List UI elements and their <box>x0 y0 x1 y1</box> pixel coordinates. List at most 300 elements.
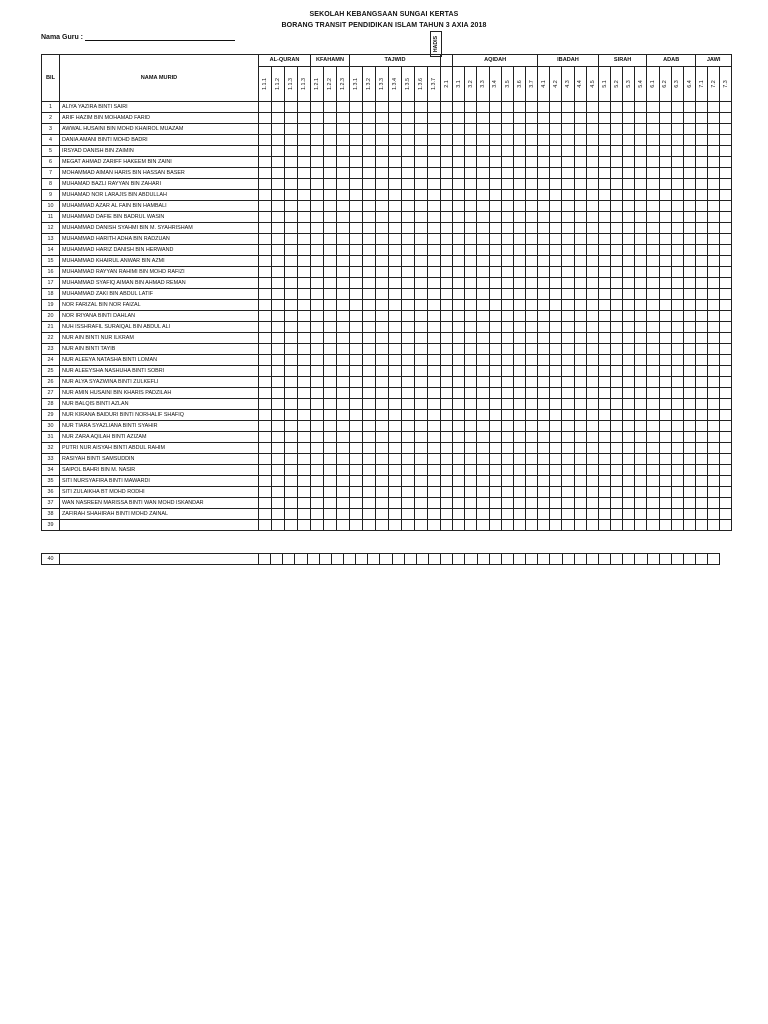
mark-cell[interactable] <box>324 102 337 113</box>
mark-cell[interactable] <box>562 465 574 476</box>
mark-cell[interactable] <box>695 388 707 399</box>
mark-cell[interactable] <box>647 454 659 465</box>
mark-cell[interactable] <box>525 146 537 157</box>
mark-cell[interactable] <box>465 113 477 124</box>
mark-cell[interactable] <box>415 267 428 278</box>
mark-cell[interactable] <box>586 179 598 190</box>
mark-cell[interactable] <box>441 256 453 267</box>
mark-cell[interactable] <box>272 179 285 190</box>
mark-cell[interactable] <box>477 113 489 124</box>
mark-cell[interactable] <box>513 256 525 267</box>
mark-cell[interactable] <box>610 366 622 377</box>
mark-cell[interactable] <box>538 454 550 465</box>
mark-cell[interactable] <box>598 300 610 311</box>
mark-cell[interactable] <box>311 267 324 278</box>
mark-cell[interactable] <box>337 168 350 179</box>
mark-cell[interactable] <box>337 245 350 256</box>
mark-cell[interactable] <box>489 520 501 531</box>
mark-cell[interactable] <box>501 201 513 212</box>
mark-cell[interactable] <box>272 124 285 135</box>
mark-cell[interactable] <box>285 256 298 267</box>
mark-cell[interactable] <box>513 377 525 388</box>
mark-cell[interactable] <box>428 157 441 168</box>
mark-cell[interactable] <box>259 234 272 245</box>
mark-cell[interactable] <box>635 554 647 565</box>
mark-cell[interactable] <box>337 410 350 421</box>
mark-cell[interactable] <box>477 487 489 498</box>
mark-cell[interactable] <box>574 487 586 498</box>
mark-cell[interactable] <box>272 377 285 388</box>
mark-cell[interactable] <box>562 234 574 245</box>
mark-cell[interactable] <box>311 311 324 322</box>
mark-cell[interactable] <box>598 102 610 113</box>
mark-cell[interactable] <box>272 465 285 476</box>
mark-cell[interactable] <box>525 322 537 333</box>
mark-cell[interactable] <box>708 333 720 344</box>
mark-cell[interactable] <box>623 465 635 476</box>
mark-cell[interactable] <box>586 432 598 443</box>
mark-cell[interactable] <box>331 554 343 565</box>
mark-cell[interactable] <box>350 509 363 520</box>
mark-cell[interactable] <box>574 366 586 377</box>
mark-cell[interactable] <box>635 311 647 322</box>
mark-cell[interactable] <box>671 344 683 355</box>
mark-cell[interactable] <box>350 421 363 432</box>
mark-cell[interactable] <box>402 432 415 443</box>
mark-cell[interactable] <box>586 234 598 245</box>
mark-cell[interactable] <box>635 289 647 300</box>
mark-cell[interactable] <box>453 399 465 410</box>
mark-cell[interactable] <box>586 190 598 201</box>
mark-cell[interactable] <box>259 344 272 355</box>
mark-cell[interactable] <box>623 102 635 113</box>
mark-cell[interactable] <box>683 465 695 476</box>
mark-cell[interactable] <box>376 212 389 223</box>
mark-cell[interactable] <box>324 432 337 443</box>
mark-cell[interactable] <box>324 520 337 531</box>
mark-cell[interactable] <box>525 300 537 311</box>
mark-cell[interactable] <box>501 102 513 113</box>
mark-cell[interactable] <box>465 377 477 388</box>
mark-cell[interactable] <box>720 333 732 344</box>
mark-cell[interactable] <box>404 554 416 565</box>
mark-cell[interactable] <box>402 377 415 388</box>
mark-cell[interactable] <box>285 102 298 113</box>
mark-cell[interactable] <box>376 520 389 531</box>
mark-cell[interactable] <box>708 157 720 168</box>
mark-cell[interactable] <box>647 135 659 146</box>
mark-cell[interactable] <box>415 498 428 509</box>
mark-cell[interactable] <box>647 179 659 190</box>
mark-cell[interactable] <box>683 223 695 234</box>
mark-cell[interactable] <box>324 300 337 311</box>
mark-cell[interactable] <box>350 476 363 487</box>
mark-cell[interactable] <box>610 267 622 278</box>
mark-cell[interactable] <box>376 146 389 157</box>
mark-cell[interactable] <box>428 476 441 487</box>
mark-cell[interactable] <box>525 157 537 168</box>
mark-cell[interactable] <box>272 355 285 366</box>
mark-cell[interactable] <box>298 443 311 454</box>
mark-cell[interactable] <box>376 377 389 388</box>
mark-cell[interactable] <box>376 333 389 344</box>
mark-cell[interactable] <box>259 201 272 212</box>
mark-cell[interactable] <box>647 311 659 322</box>
mark-cell[interactable] <box>720 157 732 168</box>
mark-cell[interactable] <box>272 399 285 410</box>
mark-cell[interactable] <box>465 256 477 267</box>
mark-cell[interactable] <box>363 399 376 410</box>
mark-cell[interactable] <box>550 124 562 135</box>
mark-cell[interactable] <box>272 476 285 487</box>
mark-cell[interactable] <box>659 179 671 190</box>
mark-cell[interactable] <box>311 234 324 245</box>
mark-cell[interactable] <box>402 267 415 278</box>
mark-cell[interactable] <box>441 432 453 443</box>
mark-cell[interactable] <box>376 201 389 212</box>
mark-cell[interactable] <box>647 223 659 234</box>
mark-cell[interactable] <box>720 465 732 476</box>
mark-cell[interactable] <box>415 168 428 179</box>
mark-cell[interactable] <box>477 465 489 476</box>
mark-cell[interactable] <box>708 432 720 443</box>
mark-cell[interactable] <box>402 344 415 355</box>
mark-cell[interactable] <box>538 168 550 179</box>
mark-cell[interactable] <box>598 454 610 465</box>
mark-cell[interactable] <box>363 289 376 300</box>
mark-cell[interactable] <box>298 476 311 487</box>
mark-cell[interactable] <box>720 179 732 190</box>
mark-cell[interactable] <box>337 454 350 465</box>
mark-cell[interactable] <box>635 355 647 366</box>
mark-cell[interactable] <box>695 454 707 465</box>
mark-cell[interactable] <box>477 344 489 355</box>
mark-cell[interactable] <box>550 443 562 454</box>
mark-cell[interactable] <box>538 256 550 267</box>
mark-cell[interactable] <box>695 377 707 388</box>
mark-cell[interactable] <box>259 554 271 565</box>
mark-cell[interactable] <box>337 190 350 201</box>
mark-cell[interactable] <box>363 190 376 201</box>
mark-cell[interactable] <box>708 201 720 212</box>
mark-cell[interactable] <box>337 179 350 190</box>
mark-cell[interactable] <box>708 267 720 278</box>
mark-cell[interactable] <box>298 256 311 267</box>
mark-cell[interactable] <box>453 201 465 212</box>
mark-cell[interactable] <box>311 157 324 168</box>
mark-cell[interactable] <box>272 498 285 509</box>
mark-cell[interactable] <box>428 278 441 289</box>
mark-cell[interactable] <box>428 410 441 421</box>
mark-cell[interactable] <box>538 487 550 498</box>
mark-cell[interactable] <box>465 223 477 234</box>
mark-cell[interactable] <box>623 322 635 333</box>
mark-cell[interactable] <box>538 377 550 388</box>
mark-cell[interactable] <box>376 135 389 146</box>
mark-cell[interactable] <box>647 344 659 355</box>
mark-cell[interactable] <box>285 234 298 245</box>
mark-cell[interactable] <box>623 113 635 124</box>
mark-cell[interactable] <box>350 223 363 234</box>
mark-cell[interactable] <box>635 487 647 498</box>
mark-cell[interactable] <box>477 421 489 432</box>
mark-cell[interactable] <box>380 554 392 565</box>
mark-cell[interactable] <box>363 333 376 344</box>
mark-cell[interactable] <box>623 498 635 509</box>
mark-cell[interactable] <box>635 146 647 157</box>
mark-cell[interactable] <box>337 366 350 377</box>
mark-cell[interactable] <box>272 344 285 355</box>
mark-cell[interactable] <box>513 487 525 498</box>
mark-cell[interactable] <box>376 168 389 179</box>
mark-cell[interactable] <box>695 465 707 476</box>
mark-cell[interactable] <box>298 267 311 278</box>
teacher-name-line[interactable] <box>85 33 235 41</box>
mark-cell[interactable] <box>671 322 683 333</box>
mark-cell[interactable] <box>598 498 610 509</box>
mark-cell[interactable] <box>402 487 415 498</box>
mark-cell[interactable] <box>465 278 477 289</box>
mark-cell[interactable] <box>525 366 537 377</box>
mark-cell[interactable] <box>635 201 647 212</box>
mark-cell[interactable] <box>586 113 598 124</box>
mark-cell[interactable] <box>337 421 350 432</box>
mark-cell[interactable] <box>538 443 550 454</box>
mark-cell[interactable] <box>695 344 707 355</box>
mark-cell[interactable] <box>525 465 537 476</box>
mark-cell[interactable] <box>501 212 513 223</box>
mark-cell[interactable] <box>489 421 501 432</box>
mark-cell[interactable] <box>720 487 732 498</box>
mark-cell[interactable] <box>720 388 732 399</box>
mark-cell[interactable] <box>683 267 695 278</box>
mark-cell[interactable] <box>311 344 324 355</box>
mark-cell[interactable] <box>272 168 285 179</box>
mark-cell[interactable] <box>695 223 707 234</box>
mark-cell[interactable] <box>415 256 428 267</box>
mark-cell[interactable] <box>647 190 659 201</box>
mark-cell[interactable] <box>350 157 363 168</box>
mark-cell[interactable] <box>695 300 707 311</box>
mark-cell[interactable] <box>623 509 635 520</box>
mark-cell[interactable] <box>415 311 428 322</box>
mark-cell[interactable] <box>259 157 272 168</box>
mark-cell[interactable] <box>311 179 324 190</box>
mark-cell[interactable] <box>708 113 720 124</box>
mark-cell[interactable] <box>695 366 707 377</box>
mark-cell[interactable] <box>489 366 501 377</box>
mark-cell[interactable] <box>683 333 695 344</box>
mark-cell[interactable] <box>501 355 513 366</box>
mark-cell[interactable] <box>574 465 586 476</box>
mark-cell[interactable] <box>453 168 465 179</box>
mark-cell[interactable] <box>598 465 610 476</box>
mark-cell[interactable] <box>525 135 537 146</box>
mark-cell[interactable] <box>610 355 622 366</box>
mark-cell[interactable] <box>337 223 350 234</box>
mark-cell[interactable] <box>343 554 355 565</box>
mark-cell[interactable] <box>550 454 562 465</box>
mark-cell[interactable] <box>402 289 415 300</box>
mark-cell[interactable] <box>611 554 623 565</box>
mark-cell[interactable] <box>453 421 465 432</box>
mark-cell[interactable] <box>441 179 453 190</box>
mark-cell[interactable] <box>501 267 513 278</box>
mark-cell[interactable] <box>501 410 513 421</box>
mark-cell[interactable] <box>610 487 622 498</box>
mark-cell[interactable] <box>441 113 453 124</box>
mark-cell[interactable] <box>402 190 415 201</box>
mark-cell[interactable] <box>376 190 389 201</box>
mark-cell[interactable] <box>337 355 350 366</box>
mark-cell[interactable] <box>477 223 489 234</box>
mark-cell[interactable] <box>647 212 659 223</box>
mark-cell[interactable] <box>324 344 337 355</box>
mark-cell[interactable] <box>501 300 513 311</box>
mark-cell[interactable] <box>635 245 647 256</box>
mark-cell[interactable] <box>647 520 659 531</box>
mark-cell[interactable] <box>538 410 550 421</box>
mark-cell[interactable] <box>525 333 537 344</box>
mark-cell[interactable] <box>402 168 415 179</box>
mark-cell[interactable] <box>402 234 415 245</box>
mark-cell[interactable] <box>285 322 298 333</box>
mark-cell[interactable] <box>415 344 428 355</box>
mark-cell[interactable] <box>285 333 298 344</box>
mark-cell[interactable] <box>708 465 720 476</box>
mark-cell[interactable] <box>337 124 350 135</box>
mark-cell[interactable] <box>550 554 562 565</box>
mark-cell[interactable] <box>272 454 285 465</box>
mark-cell[interactable] <box>659 168 671 179</box>
mark-cell[interactable] <box>465 146 477 157</box>
mark-cell[interactable] <box>376 421 389 432</box>
mark-cell[interactable] <box>272 256 285 267</box>
mark-cell[interactable] <box>376 300 389 311</box>
mark-cell[interactable] <box>402 366 415 377</box>
mark-cell[interactable] <box>298 399 311 410</box>
mark-cell[interactable] <box>415 509 428 520</box>
mark-cell[interactable] <box>610 201 622 212</box>
mark-cell[interactable] <box>453 344 465 355</box>
mark-cell[interactable] <box>489 465 501 476</box>
mark-cell[interactable] <box>586 421 598 432</box>
mark-cell[interactable] <box>695 498 707 509</box>
mark-cell[interactable] <box>586 509 598 520</box>
mark-cell[interactable] <box>659 124 671 135</box>
mark-cell[interactable] <box>610 476 622 487</box>
mark-cell[interactable] <box>562 223 574 234</box>
mark-cell[interactable] <box>525 509 537 520</box>
mark-cell[interactable] <box>285 465 298 476</box>
mark-cell[interactable] <box>550 399 562 410</box>
mark-cell[interactable] <box>477 366 489 377</box>
mark-cell[interactable] <box>259 168 272 179</box>
mark-cell[interactable] <box>647 443 659 454</box>
mark-cell[interactable] <box>453 245 465 256</box>
mark-cell[interactable] <box>389 498 402 509</box>
mark-cell[interactable] <box>402 509 415 520</box>
mark-cell[interactable] <box>671 256 683 267</box>
mark-cell[interactable] <box>376 278 389 289</box>
mark-cell[interactable] <box>272 333 285 344</box>
mark-cell[interactable] <box>428 289 441 300</box>
mark-cell[interactable] <box>647 157 659 168</box>
mark-cell[interactable] <box>525 399 537 410</box>
mark-cell[interactable] <box>272 113 285 124</box>
mark-cell[interactable] <box>259 146 272 157</box>
mark-cell[interactable] <box>586 498 598 509</box>
mark-cell[interactable] <box>389 322 402 333</box>
mark-cell[interactable] <box>350 135 363 146</box>
mark-cell[interactable] <box>285 498 298 509</box>
mark-cell[interactable] <box>337 201 350 212</box>
mark-cell[interactable] <box>453 234 465 245</box>
mark-cell[interactable] <box>465 443 477 454</box>
mark-cell[interactable] <box>402 113 415 124</box>
mark-cell[interactable] <box>683 146 695 157</box>
mark-cell[interactable] <box>525 289 537 300</box>
mark-cell[interactable] <box>695 421 707 432</box>
mark-cell[interactable] <box>598 520 610 531</box>
mark-cell[interactable] <box>501 388 513 399</box>
mark-cell[interactable] <box>415 157 428 168</box>
mark-cell[interactable] <box>513 498 525 509</box>
mark-cell[interactable] <box>683 399 695 410</box>
mark-cell[interactable] <box>428 421 441 432</box>
mark-cell[interactable] <box>272 432 285 443</box>
mark-cell[interactable] <box>402 278 415 289</box>
mark-cell[interactable] <box>428 465 441 476</box>
mark-cell[interactable] <box>598 267 610 278</box>
mark-cell[interactable] <box>389 465 402 476</box>
mark-cell[interactable] <box>453 333 465 344</box>
mark-cell[interactable] <box>501 245 513 256</box>
mark-cell[interactable] <box>477 245 489 256</box>
mark-cell[interactable] <box>489 223 501 234</box>
mark-cell[interactable] <box>526 554 538 565</box>
mark-cell[interactable] <box>623 234 635 245</box>
mark-cell[interactable] <box>720 377 732 388</box>
mark-cell[interactable] <box>574 113 586 124</box>
mark-cell[interactable] <box>350 201 363 212</box>
mark-cell[interactable] <box>285 432 298 443</box>
mark-cell[interactable] <box>623 344 635 355</box>
mark-cell[interactable] <box>272 223 285 234</box>
mark-cell[interactable] <box>586 377 598 388</box>
mark-cell[interactable] <box>272 190 285 201</box>
mark-cell[interactable] <box>389 388 402 399</box>
mark-cell[interactable] <box>695 201 707 212</box>
mark-cell[interactable] <box>489 267 501 278</box>
mark-cell[interactable] <box>695 234 707 245</box>
mark-cell[interactable] <box>720 190 732 201</box>
mark-cell[interactable] <box>389 212 402 223</box>
mark-cell[interactable] <box>285 201 298 212</box>
mark-cell[interactable] <box>586 487 598 498</box>
mark-cell[interactable] <box>389 146 402 157</box>
mark-cell[interactable] <box>720 366 732 377</box>
mark-cell[interactable] <box>389 179 402 190</box>
mark-cell[interactable] <box>647 498 659 509</box>
mark-cell[interactable] <box>350 102 363 113</box>
mark-cell[interactable] <box>285 410 298 421</box>
mark-cell[interactable] <box>623 432 635 443</box>
mark-cell[interactable] <box>562 443 574 454</box>
mark-cell[interactable] <box>376 509 389 520</box>
mark-cell[interactable] <box>513 454 525 465</box>
mark-cell[interactable] <box>683 366 695 377</box>
